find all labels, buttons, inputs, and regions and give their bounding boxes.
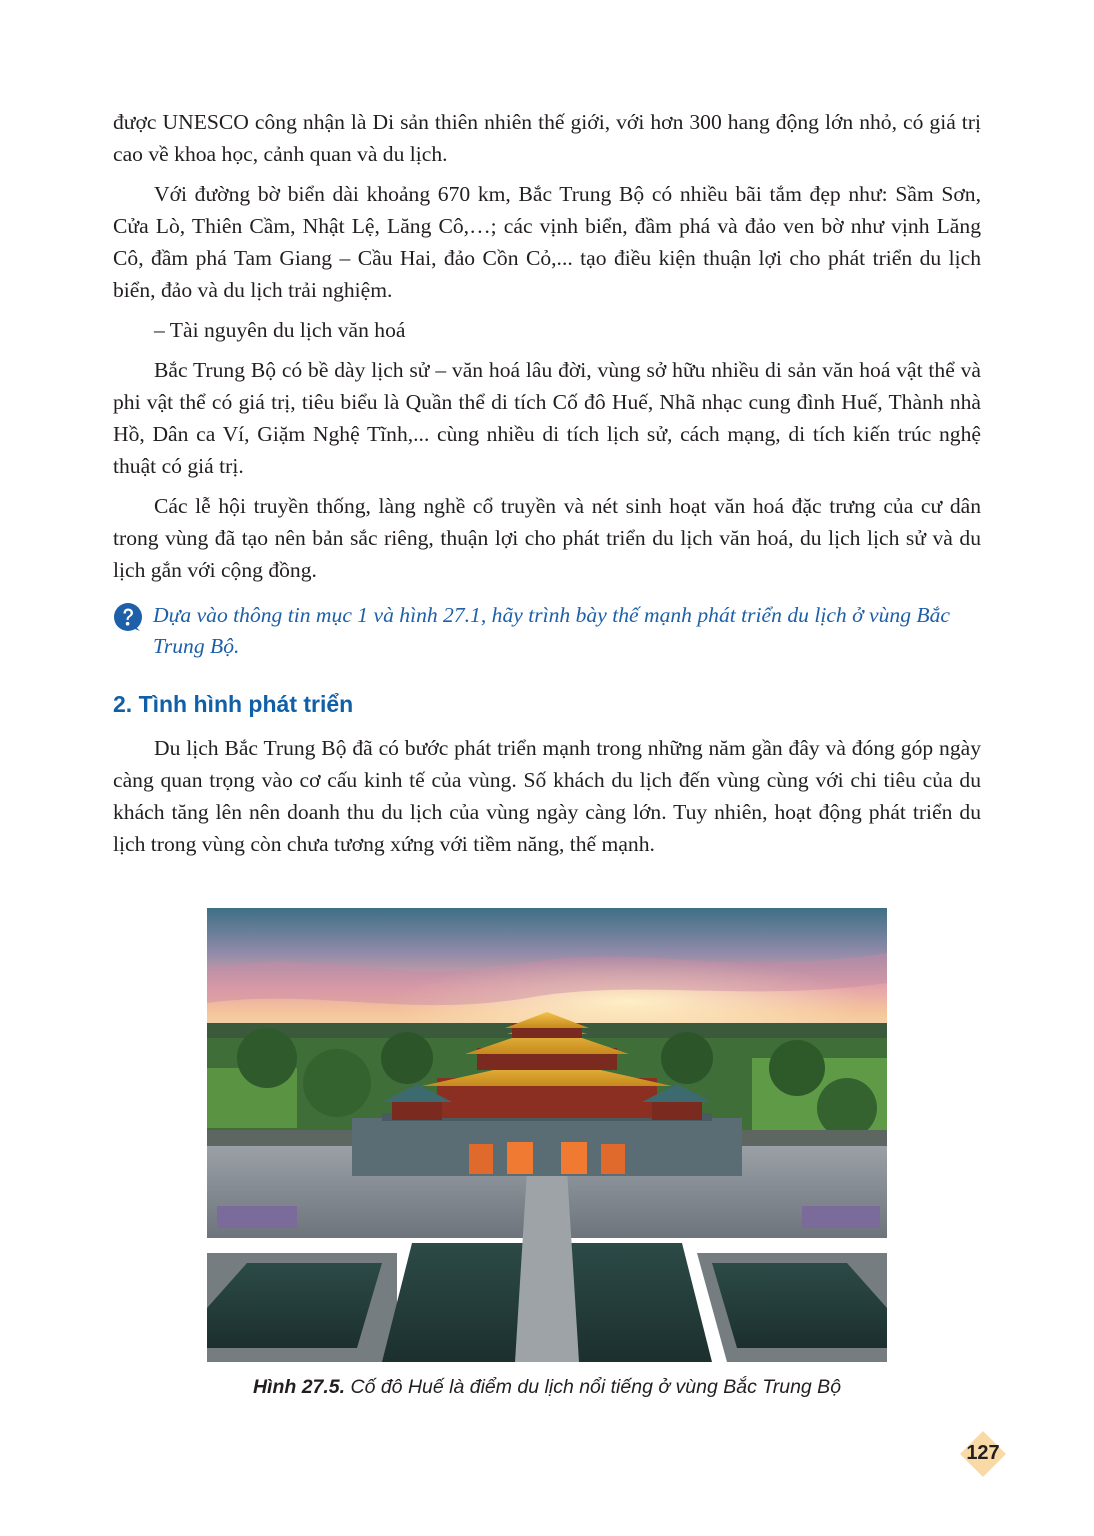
paragraph-2: Với đường bờ biển dài khoảng 670 km, Bắc Trung Bộ có nhiều bãi tắm đẹp như: Sầm Sơn, Cửa Lò, Thiên Cầm, Nhật Lệ, Lăng Cô,…; các vịnh biển, đầm phá và đảo ven bờ như vịnh Lăng Cô, đầm phá Tam Giang – Cầu Hai, đảo Cồn Cỏ,... tạo điều kiện thuận lợi cho phát triển du lịch biển, đảo và du lịch trải nghiệm. bbox=[113, 182, 981, 302]
section-heading: 2. Tình hình phát triển bbox=[113, 691, 354, 717]
page-number: 127 bbox=[966, 1442, 1000, 1464]
main-content bbox=[113, 106, 981, 868]
question-box bbox=[113, 600, 981, 662]
paragraph-1: được UNESCO công nhận là Di sản thiên nhiên thế giới, với hơn 300 hang động lớn nhỏ, có giá trị cao về khoa học, cảnh quan và du lịch. bbox=[113, 110, 981, 166]
paragraph-3-subheading: – Tài nguyên du lịch văn hoá bbox=[154, 318, 406, 342]
section-paragraph: Du lịch Bắc Trung Bộ đã có bước phát triển mạnh trong những năm gần đây và đóng góp ngày càng quan trọng vào cơ cấu kinh tế của vùng. Số khách du lịch đến vùng cùng với chi tiêu của du khách tăng lên nên doanh thu du lịch của vùng ngày càng lớn. Tuy nhiên, hoạt động phát triển du lịch trong vùng còn chưa tương xứng với tiềm năng, thế mạnh. bbox=[113, 736, 981, 856]
question-text: Dựa vào thông tin mục 1 và hình 27.1, hãy trình bày thế mạnh phát triển du lịch ở vùng Bắc Trung Bộ. bbox=[153, 603, 950, 658]
paragraph-4: Bắc Trung Bộ có bề dày lịch sử – văn hoá lâu đời, vùng sở hữu nhiều di sản văn hoá vật thể và phi vật thể có giá trị, tiêu biểu là Quần thể di tích Cố đô Huế, Nhã nhạc cung đình Huế, Thành nhà Hồ, Dân ca Ví, Giặm Nghệ Tĩnh,... cùng nhiều di tích lịch sử, cách mạng, di tích kiến trúc nghệ thuật có giá trị. bbox=[113, 358, 981, 478]
figure-caption-text: Cố đô Huế là điểm du lịch nổi tiếng ở vùng Bắc Trung Bộ bbox=[345, 1376, 842, 1398]
figure-caption bbox=[0, 1376, 1094, 1399]
hue-citadel-photo bbox=[207, 908, 887, 1362]
paragraph-5: Các lễ hội truyền thống, làng nghề cổ truyền và nét sinh hoạt văn hoá đặc trưng của cư dân trong vùng đã tạo nên bản sắc riêng, thuận lợi cho phát triển du lịch văn hoá, du lịch lịch sử và du lịch gắn với cộng đồng. bbox=[113, 494, 981, 582]
hue-citadel-illustration bbox=[207, 908, 887, 1362]
question-mark-icon bbox=[113, 602, 143, 632]
figure-caption-label: Hình 27.5. bbox=[252, 1376, 346, 1398]
